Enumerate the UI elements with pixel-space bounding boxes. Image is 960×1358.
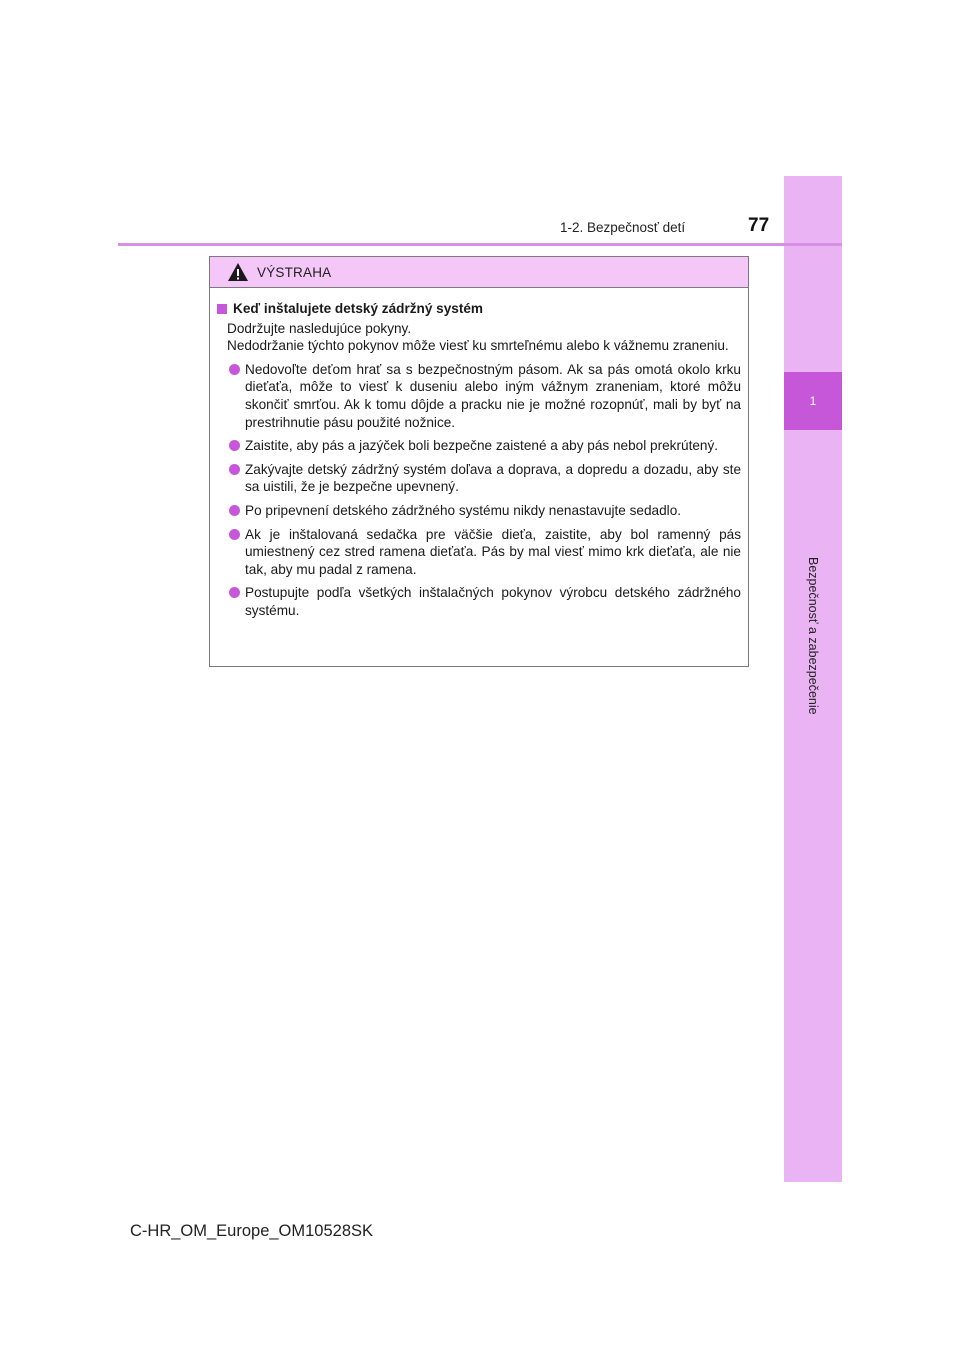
- page-number: 77: [748, 215, 770, 236]
- warning-item-text: Zakývajte detský zádržný systém doľava a doprava, a dopredu a dozadu, aby ste sa uistili, že je bezpečne upevnený.: [245, 461, 741, 495]
- square-bullet-icon: [217, 304, 227, 314]
- bullet-icon: [229, 364, 240, 375]
- intro-line: Nedodržanie týchto pokynov môže viesť ku smrteľnému alebo k vážnemu zraneniu.: [227, 338, 729, 354]
- bullet-icon: [229, 440, 240, 451]
- chapter-title: Bezpečnosť a zabezpečenie: [806, 557, 820, 715]
- bullet-icon: [229, 505, 240, 516]
- warning-triangle-icon: [227, 262, 249, 282]
- warning-item: [217, 461, 741, 496]
- warning-subheading: [217, 300, 741, 318]
- warning-label: VÝSTRAHA: [257, 264, 332, 280]
- header-rule: [118, 243, 842, 246]
- warning-item-text: Ak je inštalovaná sedačka pre väčšie dieťa, zaistite, aby bol ramenný pás umiestnený cez stred ramena dieťaťa. Pás by mal viesť mimo krk dieťaťa, ale nie tak, aby mu padal z ramena.: [245, 526, 741, 577]
- bullet-icon: [229, 587, 240, 598]
- bullet-icon: [229, 529, 240, 540]
- warning-intro: [217, 320, 741, 355]
- warning-item-text: Po pripevnení detského zádržného systému nikdy nenastavujte sedadlo.: [245, 502, 682, 518]
- warning-item: [217, 437, 741, 455]
- warning-item: [217, 361, 741, 431]
- warning-body: [210, 288, 748, 620]
- bullet-icon: [229, 464, 240, 475]
- intro-line: Dodržujte nasledujúce pokyny.: [227, 320, 412, 336]
- warning-item-text: Zaistite, aby pás a jazýček boli bezpečne zaistené a aby pás nebol prekrútený.: [245, 438, 719, 454]
- warning-box: [209, 256, 749, 667]
- chapter-number: 1: [784, 372, 842, 430]
- warning-item: [217, 502, 741, 520]
- warning-item-text: Postupujte podľa všetkých inštalačných pokynov výrobcu detského zádržného systému.: [245, 585, 741, 618]
- chapter-side-tab: [784, 176, 842, 1182]
- warning-item: [217, 526, 741, 579]
- warning-header: [210, 257, 748, 288]
- section-title: 1-2. Bezpečnosť detí: [560, 220, 686, 235]
- warning-heading: Keď inštalujete detský zádržný systém: [233, 301, 484, 316]
- footer-doc-id: C-HR_OM_Europe_OM10528SK: [130, 1222, 374, 1240]
- warning-item: [217, 584, 741, 619]
- chapter-title-container: [784, 426, 842, 846]
- warning-item-text: Nedovoľte deťom hrať sa s bezpečnostným pásom. Ak sa pás omotá okolo krku dieťaťa, môže to viesť k duseniu alebo iným vážnym zraneniam, ktoré môžu skončiť smrťou. Ak k tomu dôjde a pracku nie je možné rozopnúť, mali by byť na prestrihnutie pásu použité nožnice.: [245, 361, 741, 430]
